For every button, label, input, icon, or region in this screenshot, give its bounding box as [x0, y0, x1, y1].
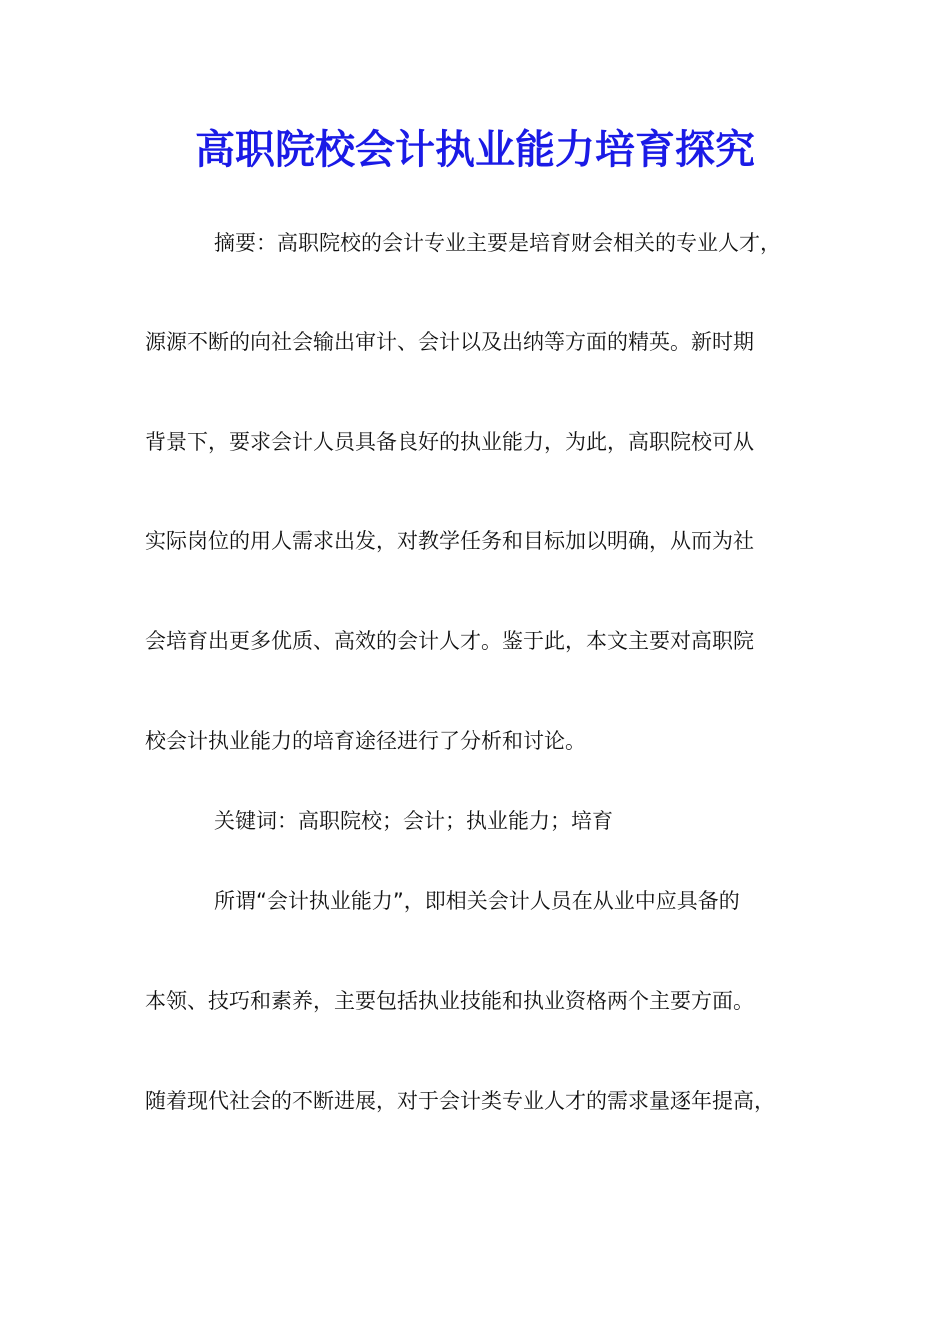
- abstract-line-6: 校会计执业能力的培育途径进行了分析和讨论。: [145, 729, 586, 753]
- abstract-line-2: 源源不断的向社会输出审计、会计以及出纳等方面的精英。新时期: [145, 330, 754, 354]
- abstract-line-4: 实际岗位的用人需求出发，对教学任务和目标加以明确，从而为社: [145, 529, 754, 553]
- body-line-2: 本领、技巧和素养，主要包括执业技能和执业资格两个主要方面。: [145, 989, 754, 1013]
- keywords-line: 关键词：高职院校；会计；执业能力；培育: [214, 809, 613, 833]
- abstract-line-1: 摘要：高职院校的会计专业主要是培育财会相关的专业人才，: [214, 231, 781, 255]
- abstract-line-5: 会培育出更多优质、高效的会计人才。鉴于此，本文主要对高职院: [145, 629, 754, 653]
- body-line-1: 所谓“会计执业能力”，即相关会计人员在从业中应具备的: [214, 889, 740, 913]
- document-title: 高职院校会计执业能力培育探究: [195, 126, 755, 173]
- body-line-3: 随着现代社会的不断进展，对于会计类专业人才的需求量逐年提高，: [145, 1089, 775, 1113]
- abstract-line-3: 背景下，要求会计人员具备良好的执业能力，为此，高职院校可从: [145, 430, 754, 454]
